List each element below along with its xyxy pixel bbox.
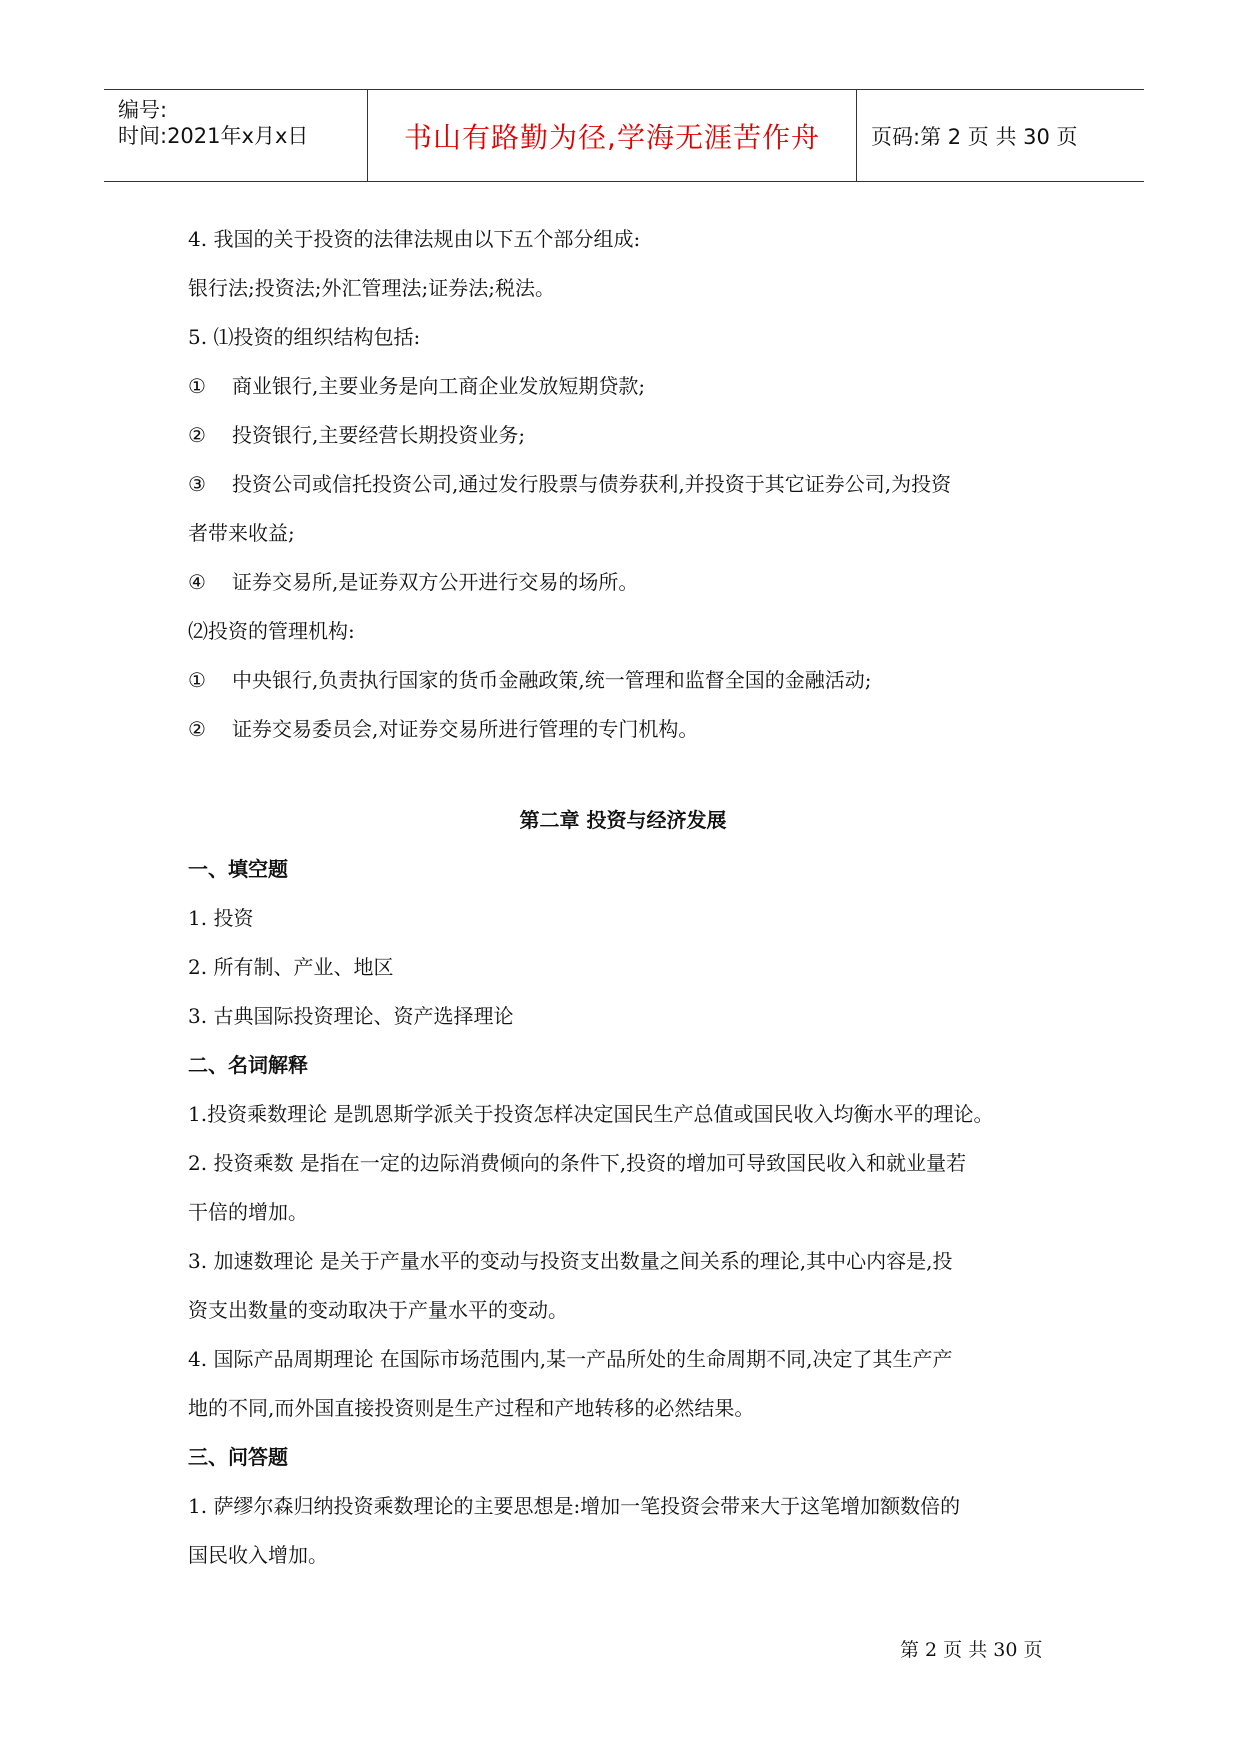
section-title: 三、问答题: [188, 1445, 288, 1469]
header-meta-cell: [104, 90, 368, 181]
chapter-title: 第二章 投资与经济发展: [519, 808, 727, 832]
term-line: 4. 国际产品周期理论 在国际市场范围内,某一产品所处的生命周期不同,决定了其生产产: [188, 1347, 953, 1371]
section-title: 一、填空题: [188, 857, 288, 881]
section-title: 二、名词解释: [188, 1053, 308, 1077]
list-text: 证券交易委员会,对证券交易所进行管理的专门机构。: [232, 717, 699, 741]
header-page-cell: [857, 90, 1144, 181]
list-text: 者带来收益;: [188, 521, 295, 545]
page-header: [104, 89, 1144, 182]
list-text: 商业银行,主要业务是向工商企业发放短期贷款;: [232, 374, 646, 398]
list-text: 投资银行,主要经营长期投资业务;: [232, 423, 526, 447]
qa-line: 国民收入增加。: [188, 1543, 328, 1567]
list-number: ②: [188, 717, 206, 741]
list-number: ④: [188, 570, 206, 594]
term-line: 2. 投资乘数 是指在一定的边际消费倾向的条件下,投资的增加可导致国民收入和就业量若: [188, 1151, 967, 1175]
list-item: [188, 369, 1058, 418]
page-footer: 第 2 页 共 30 页: [900, 1639, 1043, 1661]
answer-line: 3. 古典国际投资理论、资产选择理论: [188, 1004, 514, 1028]
answer-line: 1. 投资: [188, 906, 254, 930]
list-item-continuation: [188, 516, 1058, 565]
list-text: 投资公司或信托投资公司,通过发行股票与债券获利,并投资于其它证券公司,为投资: [232, 472, 952, 496]
list-item: [188, 663, 1058, 712]
term-line: 资支出数量的变动取决于产量水平的变动。: [188, 1298, 568, 1322]
qa-line: 1. 萨缪尔森归纳投资乘数理论的主要思想是:增加一笔投资会带来大于这笔增加额数倍的: [188, 1494, 961, 1518]
document-body: [188, 222, 1058, 1587]
paragraph: 银行法;投资法;外汇管理法;证券法;税法。: [188, 276, 555, 300]
term-line: 干倍的增加。: [188, 1200, 308, 1224]
list-number: ②: [188, 423, 206, 447]
list-number: ③: [188, 472, 206, 496]
term-line: 3. 加速数理论 是关于产量水平的变动与投资支出数量之间关系的理论,其中心内容是,投: [188, 1249, 953, 1273]
time-label: 时间:2021年x月x日: [118, 124, 309, 148]
paragraph: ⑵投资的管理机构:: [188, 619, 355, 643]
list-item: [188, 467, 1058, 516]
list-item: [188, 712, 1058, 761]
spacer: [188, 761, 1058, 803]
header-page-label: 页码:第 2 页 共 30 页: [871, 125, 1078, 149]
term-line: 1.投资乘数理论 是凯恩斯学派关于投资怎样决定国民生产总值或国民收入均衡水平的理论。: [188, 1102, 994, 1126]
list-item: [188, 418, 1058, 467]
paragraph: 4. 我国的关于投资的法律法规由以下五个部分组成:: [188, 227, 641, 251]
list-item: [188, 565, 1058, 614]
serial-number-label: 编号:: [118, 98, 168, 122]
paragraph: 5. ⑴投资的组织结构包括:: [188, 325, 421, 349]
answer-line: 2. 所有制、产业、地区: [188, 955, 394, 979]
header-motto-cell: [368, 90, 857, 181]
list-number: ①: [188, 374, 206, 398]
list-text: 证券交易所,是证券双方公开进行交易的场所。: [232, 570, 639, 594]
list-text: 中央银行,负责执行国家的货币金融政策,统一管理和监督全国的金融活动;: [232, 668, 872, 692]
term-line: 地的不同,而外国直接投资则是生产过程和产地转移的必然结果。: [188, 1396, 755, 1420]
motto-text: 书山有路勤为径,学海无涯苦作舟: [404, 121, 820, 154]
list-number: ①: [188, 668, 206, 692]
